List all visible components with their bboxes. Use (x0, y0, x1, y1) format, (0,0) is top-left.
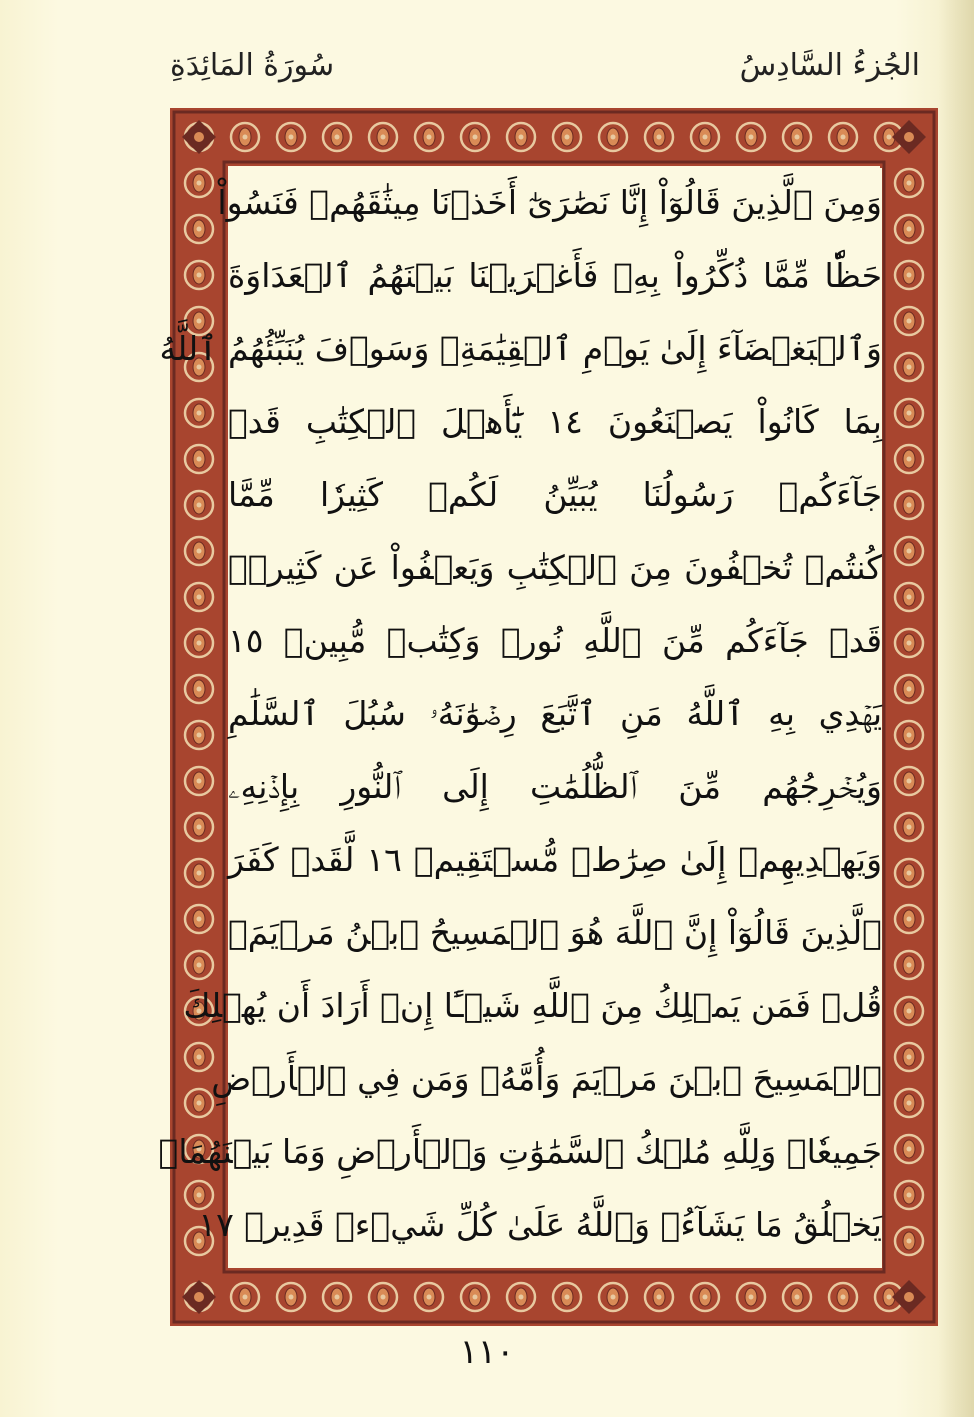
border-ornament-dot (197, 1101, 202, 1106)
text-line: قُلۡ فَمَن يَمۡلِكُ مِنَ ٱللَّهِ شَيۡـًٔا إِنۡ أَرَادَ أَن يُهۡلِكَ (183, 986, 882, 1025)
text-line: بِمَا كَانُواْ يَصۡنَعُونَ ١٤ يَٰٓأَهۡلَ ٱلۡكِتَٰبِ قَدۡ (228, 402, 882, 441)
juz-label: الجُزءُ السَّادِسُ (739, 48, 920, 83)
page-header (170, 48, 920, 98)
border-ornament-dot (197, 871, 202, 876)
border-ornament-dot (907, 1193, 912, 1198)
border-ornament-dot (907, 1009, 912, 1014)
border-ornament-dot (657, 135, 662, 140)
border-ornament-dot (907, 1147, 912, 1152)
border-ornament-dot (197, 917, 202, 922)
border-ornament-dot (611, 135, 616, 140)
border-ornament-dot (703, 1295, 708, 1300)
border-ornament-dot (907, 871, 912, 876)
text-line: يَخۡلُقُ مَا يَشَآءُۚ وَٱللَّهُ عَلَىٰ كُلِّ شَيۡءٖ قَدِيرٞ ١٧ (198, 1205, 882, 1244)
border-ornament-dot (289, 135, 294, 140)
text-line: كُنتُمۡ تُخۡفُونَ مِنَ ٱلۡكِتَٰبِ وَيَعۡفُواْ عَن كَثِيرٖۚ (228, 548, 882, 587)
text-line: وَيُخۡرِجُهُم مِّنَ ٱلظُّلُمَٰتِ إِلَى ٱلنُّورِ بِإِذۡنِهِۦ (228, 767, 882, 806)
border-ornament-dot (703, 135, 708, 140)
text-line: ٱلۡمَسِيحَ ٱبۡنَ مَرۡيَمَ وَأُمَّهُۥ وَمَن فِي ٱلۡأَرۡضِ (211, 1059, 882, 1098)
text-line: جَمِيعٗاۗ وَلِلَّهِ مُلۡكُ ٱلسَّمَٰوَٰتِ وَٱلۡأَرۡضِ وَمَا بَيۡنَهُمَاۚ (158, 1132, 882, 1171)
border-ornament-dot (473, 1295, 478, 1300)
border-ornament-dot (197, 733, 202, 738)
border-ornament-dot (907, 319, 912, 324)
surah-label: سُورَةُ المَائِدَةِ (170, 48, 335, 83)
border-ornament-dot (427, 135, 432, 140)
border-ornament-dot (381, 135, 386, 140)
border-ornament-dot (841, 1295, 846, 1300)
border-ornament-dot (473, 135, 478, 140)
border-ornament-dot (197, 181, 202, 186)
border-ornament-dot (197, 595, 202, 600)
border-ornament-dot (197, 1055, 202, 1060)
border-ornament-dot (841, 135, 846, 140)
border-ornament-dot (907, 825, 912, 830)
border-ornament-dot (335, 1295, 340, 1300)
border-ornament-dot (197, 549, 202, 554)
text-line: جَآءَكُمۡ رَسُولُنَا يُبَيِّنُ لَكُمۡ كَثِيرٗا مِّمَّا (228, 475, 882, 514)
border-ornament-dot (907, 549, 912, 554)
border-ornament-dot (335, 135, 340, 140)
border-ornament-dot (907, 733, 912, 738)
border-ornament-dot (427, 1295, 432, 1300)
border-ornament-dot (795, 135, 800, 140)
border-ornament-dot (289, 1295, 294, 1300)
border-ornament-dot (907, 227, 912, 232)
border-ornament-dot (907, 1055, 912, 1060)
page-gutter-shadow (938, 0, 974, 1417)
border-ornament-dot (907, 779, 912, 784)
border-ornament-dot (519, 1295, 524, 1300)
border-ornament-dot (243, 1295, 248, 1300)
border-corner-dot (904, 132, 914, 142)
border-ornament-dot (907, 963, 912, 968)
border-ornament-dot (907, 181, 912, 186)
text-line: وَٱلۡبَغۡضَآءَ إِلَىٰ يَوۡمِ ٱلۡقِيَٰمَةِۚ وَسَوۡفَ يُنَبِّئُهُمُ ٱللَّهُ (159, 329, 882, 368)
text-panel (158, 168, 883, 1268)
border-ornament-dot (519, 135, 524, 140)
text-line: ٱلَّذِينَ قَالُوٓاْ إِنَّ ٱللَّهَ هُوَ ٱلۡمَسِيحُ ٱبۡنُ مَرۡيَمَۚ (228, 913, 882, 952)
border-ornament-dot (197, 779, 202, 784)
border-ornament-dot (749, 1295, 754, 1300)
border-ornament-dot (907, 503, 912, 508)
border-corner-dot (904, 1292, 914, 1302)
border-ornament-dot (907, 917, 912, 922)
page-number: ١١٠ (459, 1332, 515, 1372)
border-ornament-dot (381, 1295, 386, 1300)
border-ornament-dot (907, 1101, 912, 1106)
border-ornament-dot (197, 963, 202, 968)
border-ornament-dot (907, 641, 912, 646)
border-ornament-dot (197, 641, 202, 646)
text-line: قَدۡ جَآءَكُم مِّنَ ٱللَّهِ نُورٞ وَكِتَٰبٞ مُّبِينٞ ١٥ (228, 621, 882, 660)
border-ornament-dot (907, 687, 912, 692)
border-ornament-dot (907, 273, 912, 278)
border-ornament-dot (907, 365, 912, 370)
border-ornament-dot (565, 135, 570, 140)
border-ornament-dot (565, 1295, 570, 1300)
border-corner-dot (194, 132, 204, 142)
border-ornament-dot (657, 1295, 662, 1300)
border-ornament-dot (795, 1295, 800, 1300)
border-corner-dot (194, 1292, 204, 1302)
border-ornament-dot (197, 457, 202, 462)
border-ornament-dot (197, 227, 202, 232)
border-ornament-dot (197, 687, 202, 692)
border-ornament-dot (887, 135, 892, 140)
text-line: يَهۡدِي بِهِ ٱللَّهُ مَنِ ٱتَّبَعَ رِضۡوَٰنَهُۥ سُبُلَ ٱلسَّلَٰمِ (228, 694, 882, 733)
text-line: وَمِنَ ٱلَّذِينَ قَالُوٓاْ إِنَّا نَصَٰرَىٰٓ أَخَذۡنَا مِيثَٰقَهُمۡ فَنَسُواْ (217, 183, 882, 222)
border-ornament-dot (611, 1295, 616, 1300)
border-ornament-dot (907, 1239, 912, 1244)
text-line: حَظّٗا مِّمَّا ذُكِّرُواْ بِهِۦ فَأَغۡرَيۡنَا بَيۡنَهُمُ ٱلۡعَدَاوَةَ (228, 256, 882, 295)
text-line: وَيَهۡدِيهِمۡ إِلَىٰ صِرَٰطٖ مُّسۡتَقِيمٖ ١٦ لَّقَدۡ كَفَرَ (228, 840, 883, 879)
border-ornament-dot (749, 135, 754, 140)
border-ornament-dot (907, 595, 912, 600)
border-ornament-dot (197, 411, 202, 416)
border-ornament-dot (243, 135, 248, 140)
border-ornament-dot (907, 411, 912, 416)
border-ornament-dot (887, 1295, 892, 1300)
border-ornament-dot (197, 273, 202, 278)
border-ornament-dot (197, 825, 202, 830)
border-ornament-dot (907, 457, 912, 462)
border-ornament-dot (197, 503, 202, 508)
